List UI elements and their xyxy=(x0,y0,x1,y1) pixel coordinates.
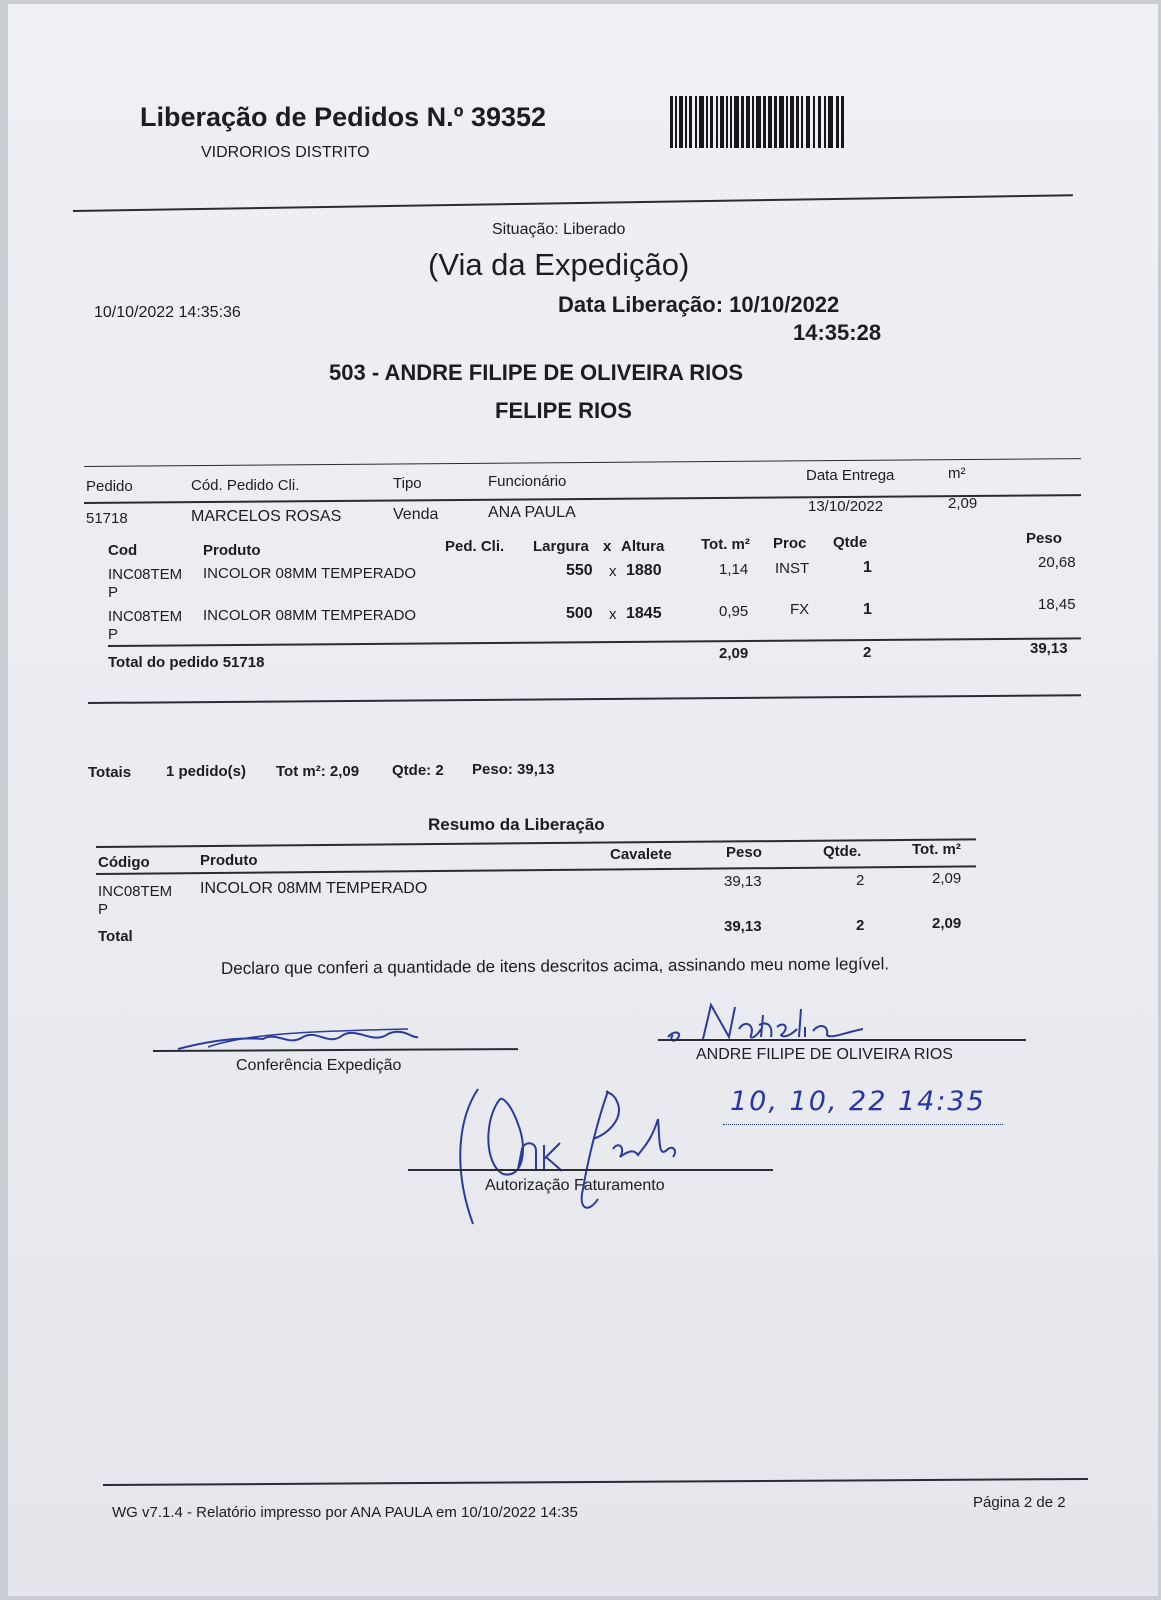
order-total-peso: 39,13 xyxy=(1030,640,1068,657)
footer-page-number: Página 2 de 2 xyxy=(973,1494,1066,1511)
client-label: ANDRE FILIPE DE OLIVEIRA RIOS xyxy=(696,1046,953,1063)
item-x: x xyxy=(609,563,617,580)
header-divider xyxy=(73,194,1073,212)
summary-total-label: Total xyxy=(98,928,133,945)
document-title: Liberação de Pedidos N.º 39352 xyxy=(140,102,547,132)
item-cod-cont: P xyxy=(108,584,119,601)
item-qtde: 1 xyxy=(863,559,872,576)
order-header-funcionario: Funcionário xyxy=(488,473,567,490)
expedicao-label: Conferência Expedição xyxy=(236,1057,402,1074)
items-header-largura: Largura xyxy=(533,538,589,555)
items-header-proc: Proc xyxy=(773,535,807,552)
items-bottom-rule xyxy=(88,694,1081,704)
totals-label: Totais xyxy=(88,764,132,781)
summary-tot-m2: 2,09 xyxy=(932,870,962,887)
items-header-ped-cli: Ped. Cli. xyxy=(445,538,505,555)
order-header-cod-cli: Cód. Pedido Cli. xyxy=(191,477,300,494)
summary-total-qtde: 2 xyxy=(856,917,865,934)
autorizacao-signature-line xyxy=(408,1169,773,1171)
totals-peso: Peso: 39,13 xyxy=(472,761,555,778)
item-peso: 18,45 xyxy=(1038,596,1076,613)
summary-header-tot-m2: Tot. m² xyxy=(912,841,961,858)
order-value-data-entrega: 13/10/2022 xyxy=(808,498,884,515)
items-header-produto: Produto xyxy=(203,542,261,559)
items-header-peso: Peso xyxy=(1026,530,1062,547)
item-largura: 500 xyxy=(566,605,593,622)
client-signature xyxy=(663,999,883,1044)
expedicao-signature xyxy=(168,1019,428,1059)
order-header-m2: m² xyxy=(948,465,966,482)
totals-pedidos: 1 pedido(s) xyxy=(166,763,247,780)
status-text: Situação: Liberado xyxy=(492,221,626,238)
order-header-rule xyxy=(84,494,1081,504)
summary-title: Resumo da Liberação xyxy=(428,815,605,834)
client-signature-line xyxy=(658,1039,1026,1041)
item-altura: 1880 xyxy=(626,562,662,579)
item-x: x xyxy=(609,606,617,623)
order-value-funcionario: ANA PAULA xyxy=(488,504,576,521)
item-proc: FX xyxy=(790,601,810,618)
release-time: 14:35:28 xyxy=(793,320,882,345)
order-total-qtde: 2 xyxy=(863,644,872,661)
summary-header-qtde: Qtde. xyxy=(823,843,862,860)
item-proc: INST xyxy=(775,560,810,577)
item-largura: 550 xyxy=(566,562,593,579)
summary-header-cavalete: Cavalete xyxy=(610,846,672,863)
summary-cod: INC08TEM xyxy=(98,883,173,900)
item-altura: 1845 xyxy=(626,605,662,622)
handwritten-date: 10, 10, 22 14:35 xyxy=(730,1086,986,1117)
item-qtde: 1 xyxy=(863,601,872,618)
autorizacao-signature xyxy=(448,1079,698,1229)
order-top-rule xyxy=(84,458,1081,467)
declaration-text: Declaro que conferi a quantidade de itens descritos acima, assinando meu nome legível. xyxy=(220,954,890,978)
barcode xyxy=(670,96,844,148)
summary-cod-cont: P xyxy=(98,901,109,918)
summary-produto: INCOLOR 08MM TEMPERADO xyxy=(200,880,428,897)
summary-header-peso: Peso xyxy=(726,844,762,861)
client-alias: FELIPE RIOS xyxy=(495,398,632,423)
document-page xyxy=(8,4,1158,1596)
handwritten-date-underline xyxy=(723,1124,1003,1125)
order-header-tipo: Tipo xyxy=(393,475,422,492)
items-header-altura: Altura xyxy=(621,538,665,555)
items-header-x: x xyxy=(603,538,612,555)
summary-qtde: 2 xyxy=(856,872,865,889)
item-cod: INC08TEM xyxy=(108,608,183,625)
summary-header-produto: Produto xyxy=(200,852,258,869)
order-value-tipo: Venda xyxy=(393,506,439,523)
print-datetime: 10/10/2022 14:35:36 xyxy=(94,304,241,321)
order-value-m2: 2,09 xyxy=(948,495,978,512)
item-produto: INCOLOR 08MM TEMPERADO xyxy=(203,565,417,582)
order-header-data-entrega: Data Entrega xyxy=(806,467,895,484)
order-total-m2: 2,09 xyxy=(719,645,749,662)
item-tot-m2: 0,95 xyxy=(719,603,749,620)
autorizacao-label: Autorização Faturamento xyxy=(485,1177,665,1194)
items-header-cod: Cod xyxy=(108,542,138,559)
summary-total-peso: 39,13 xyxy=(724,918,762,935)
items-header-qtde: Qtde xyxy=(833,534,868,551)
totals-qtde: Qtde: 2 xyxy=(392,762,444,779)
company-name: VIDRORIOS DISTRITO xyxy=(201,144,370,161)
copy-label: (Via da Expedição) xyxy=(428,247,690,282)
totals-m2: Tot m²: 2,09 xyxy=(276,763,360,780)
summary-total-tot-m2: 2,09 xyxy=(932,915,962,932)
footer-rule xyxy=(103,1478,1088,1486)
item-tot-m2: 1,14 xyxy=(719,561,749,578)
order-value-cod-cli: MARCELOS ROSAS xyxy=(191,508,342,525)
summary-header-codigo: Código xyxy=(98,854,150,871)
order-total-label: Total do pedido 51718 xyxy=(108,654,265,671)
order-header-pedido: Pedido xyxy=(86,478,133,495)
client-name: 503 - ANDRE FILIPE DE OLIVEIRA RIOS xyxy=(329,360,743,385)
item-cod: INC08TEM xyxy=(108,566,183,583)
items-total-rule xyxy=(108,637,1081,647)
items-header-tot-m2: Tot. m² xyxy=(701,536,750,553)
footer-printed-by: WG v7.1.4 - Relatório impresso por ANA PAULA em 10/10/2022 14:35 xyxy=(112,1504,578,1521)
summary-peso: 39,13 xyxy=(724,873,762,890)
item-produto: INCOLOR 08MM TEMPERADO xyxy=(203,607,417,624)
item-peso: 20,68 xyxy=(1038,554,1076,571)
item-cod-cont: P xyxy=(108,626,119,643)
release-date: Data Liberação: 10/10/2022 xyxy=(558,292,840,317)
order-value-pedido: 51718 xyxy=(86,510,128,527)
